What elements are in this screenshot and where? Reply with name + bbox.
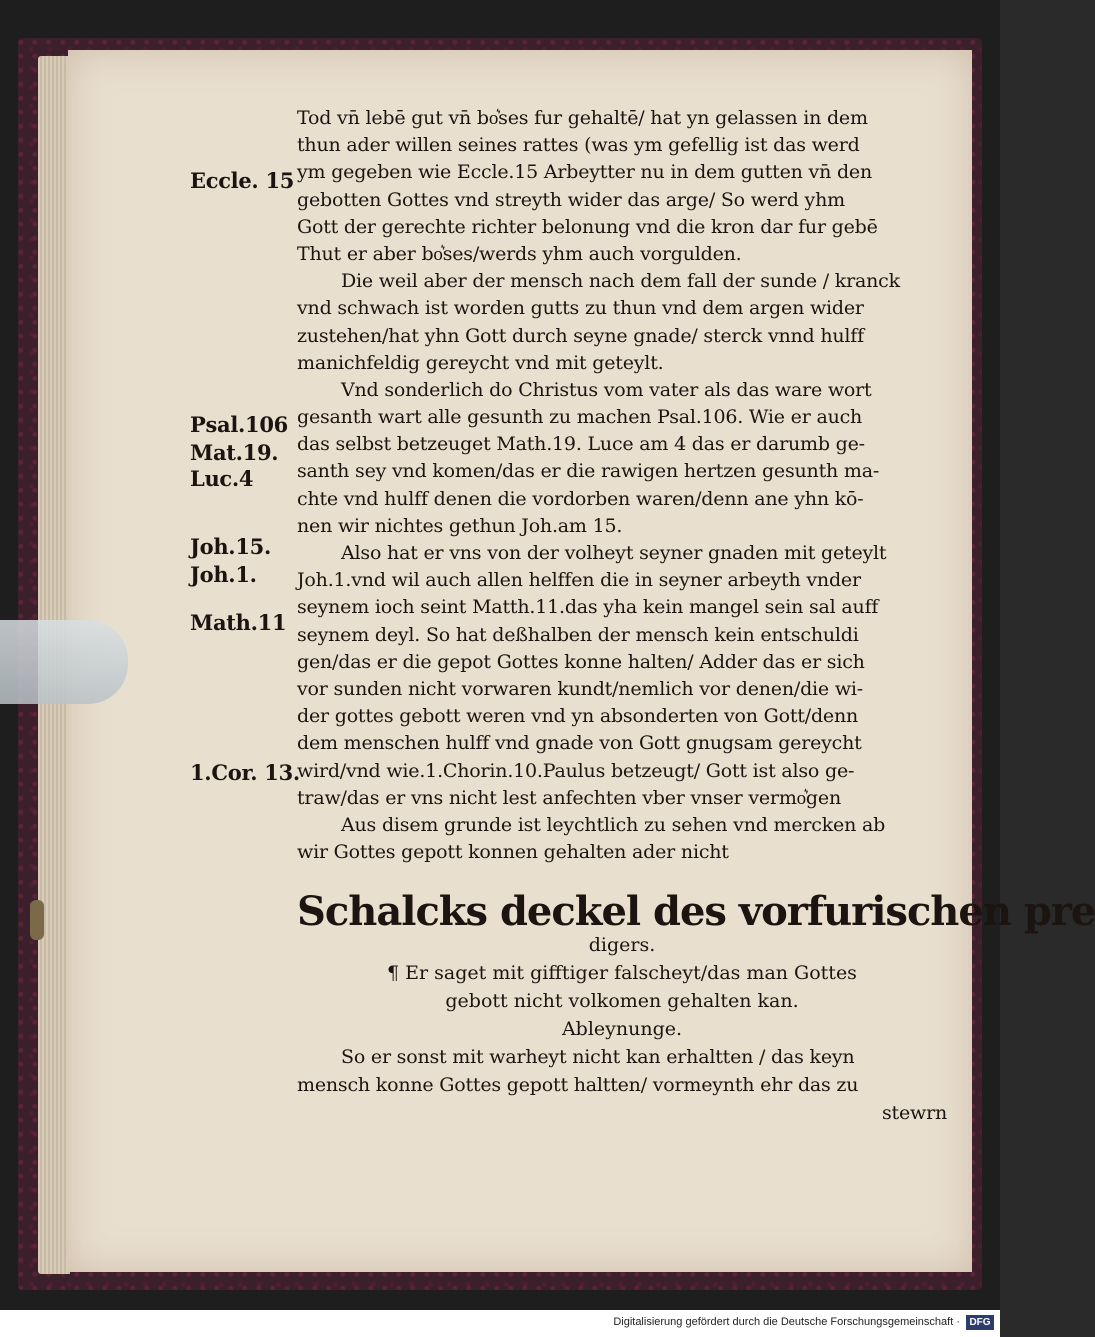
text-line: dem menschen hulff vnd gnade von Gott gnugsam gereycht [297,732,862,755]
subheading-label: Ableynunge. [561,1018,683,1040]
subheading-line: ¶ Er saget mit gifftiger falscheyt/das man Gottes [387,962,857,984]
text-line: der gottes gebott weren vnd yn absonderten von Gott/denn [297,705,859,728]
text-line: Aus disem grunde ist leychtlich zu sehen vnd mercken ab [341,813,886,836]
margin-note: Math.11 [190,610,287,635]
margin-note: 1.Cor. 13. [190,760,300,785]
text-line: gebotten Gottes vnd streyth wider das arge/ So werd yhm [297,188,845,211]
text-line: So er sonst mit warheyt nicht kan erhaltten / das keyn [341,1046,855,1068]
text-line: ym gegeben wie Eccle.15 Arbeytter nu in dem gutten vn̄ den [297,161,872,184]
footer-credit: Digitalisierung gefördert durch die Deutsche Forschungsgemeinschaft · [613,1316,960,1328]
section-heading-continued: digers. [588,934,656,956]
text-line: Tod vn̄ lebē gut vn̄ bo͛ses fur gehaltē/ hat yn gelassen in dem [297,107,868,129]
text-line: das selbst betzeuget Math.19. Luce am 4 das er darumb ge- [297,433,865,456]
footer-bar [0,1310,1000,1337]
text-line: gen/das er die gepot Gottes konne halten/ Adder das er sich [297,650,865,673]
dfg-logo: DFG [966,1315,994,1330]
subheading-line: gebott nicht volkomen gehalten kan. [445,990,799,1012]
section-heading: Schalcks deckel des vorfurischen pre [297,888,1095,935]
text-line: chte vnd hulff denen die vordorben waren/denn ane yhn kō- [297,487,864,510]
margin-note: Luc.4 [190,466,254,491]
text-line: wir Gottes gepott konnen gehalten ader nicht [297,841,729,864]
margin-note: Eccle. 15 [190,168,295,193]
text-line: traw/das er vns nicht lest anfechten vber vnser vermo͛gen [297,786,841,809]
catchword: stewrn [881,1102,947,1124]
text-line: vnd schwach ist worden gutts zu thun vnd dem argen wider [297,297,864,320]
text-line: Thut er aber bo͛ses/werds yhm auch vorgulden. [297,242,742,265]
text-line: thun ader willen seines rattes (was ym gefellig ist das werd [297,134,860,157]
page-clip [0,620,128,704]
text-line: seynem deyl. So hat deßhalben der mensch kein entschuldi [297,623,859,646]
text-line: gesanth wart alle gesunth zu machen Psal.106. Wie er auch [297,406,863,429]
text-line: santh sey vnd komen/das er die rawigen hertzen gesunth ma- [297,460,880,483]
margin-note: Joh.15. [190,534,271,559]
text-line: Joh.1.vnd wil auch allen helffen die in seyner arbeyth vnder [297,569,861,592]
text-line: nen wir nichtes gethun Joh.am 15. [297,514,623,537]
text-line: manichfeldig gereycht vnd mit geteylt. [297,351,664,374]
text-line: mensch konne Gottes gepott haltten/ vormeynth ehr das zu [297,1074,859,1096]
text-line: Also hat er vns von der volheyt seyner gnaden mit geteylt [341,542,887,564]
text-line: wird/vnd wie.1.Chorin.10.Paulus betzeugt/ Gott ist also ge- [297,759,855,782]
text-line: vor sunden nicht vorwaren kundt/nemlich vor denen/die wi- [297,677,863,700]
text-line: seynem ioch seint Matth.11.das yha kein mangel sein sal auff [297,596,879,619]
text-line: Vnd sonderlich do Christus vom vater als das ware wort [341,378,872,401]
text-line: Gott der gerechte richter belonung vnd die kron dar fur gebē [297,215,878,238]
text-line: zustehen/hat yhn Gott durch seyne gnade/ sterck vnnd hulff [297,324,864,347]
book-clasp [30,900,44,940]
margin-note: Psal.106 [190,412,288,437]
margin-note: Joh.1. [190,562,257,587]
body-text [297,105,947,866]
text-line: Die weil aber der mensch nach dem fall der sunde / kranck [341,270,900,293]
margin-note: Mat.19. [190,440,279,465]
